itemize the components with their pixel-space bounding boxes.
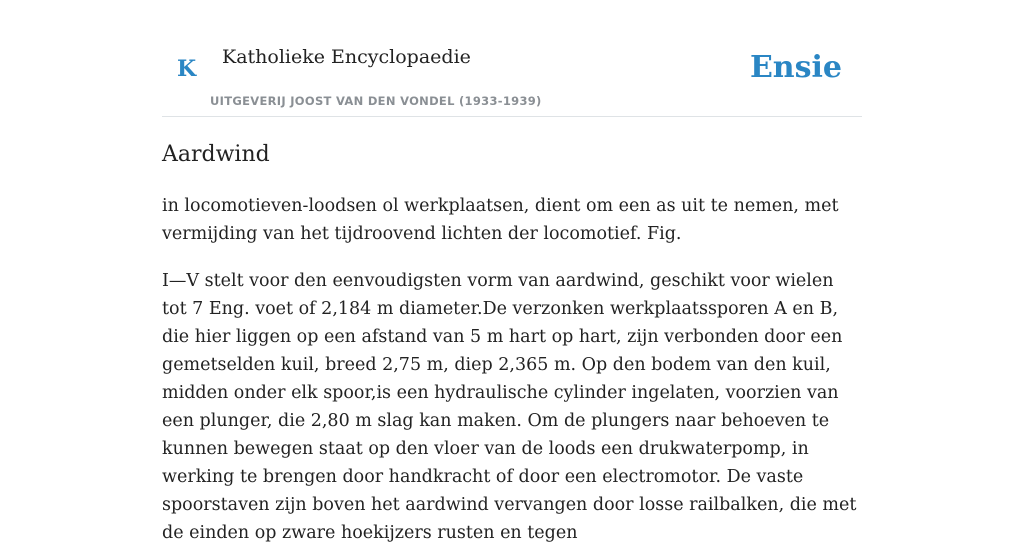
site-header <box>162 0 862 117</box>
article-title: Aardwind <box>162 142 270 167</box>
publication-logo[interactable]: K <box>177 56 197 82</box>
publisher-subtitle: UITGEVERIJ JOOST VAN DEN VONDEL (1933-1939) <box>210 94 542 108</box>
brand-logo-link[interactable]: Ensie <box>749 50 842 85</box>
publication-title[interactable]: Katholieke Encyclopaedie <box>222 46 471 68</box>
article <box>162 140 862 547</box>
article-paragraph: in locomotieven-loodsen ol werkplaatsen, dient om een as uit te nemen, met vermijding van het tijdroovend lichten der locomotief. Fig. <box>162 196 839 244</box>
article-paragraph: I—V stelt voor den eenvoudigsten vorm van aardwind, geschikt voor wielen tot 7 Eng. voet of 2,184 m diameter.De verzonken werkplaatssporen A en B, die hier liggen op een afstand van 5 m hart op hart, zijn verbonden door een gemetselden kuil, breed 2,75 m, diep 2,365 m. Op den bodem van den kuil, midden onder elk spoor,is een hydraulische cylinder ingelaten, voorzien van een plunger, die 2,80 m slag kan maken. Om de plungers naar behoeven te kunnen bewegen staat op den vloer van de loods een drukwaterpomp, in werking te brengen door handkracht of door een electromotor. De vaste spoorstaven zijn boven het aardwind vervangen door losse railbalken, die met de einden op zware hoekijzers rusten en tegen <box>162 271 857 543</box>
